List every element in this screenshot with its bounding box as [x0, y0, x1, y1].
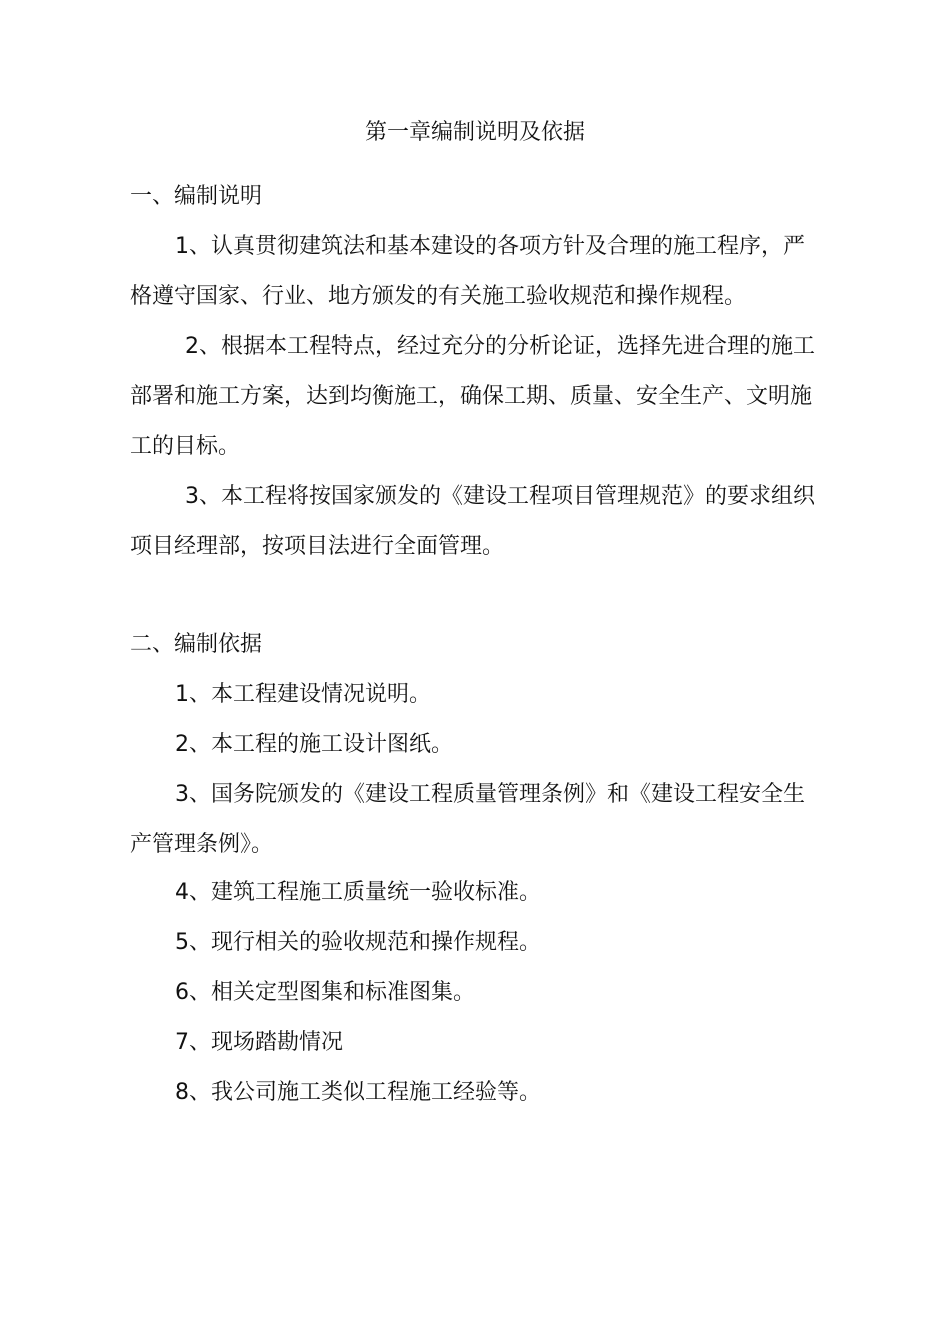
- basis-item-1: 1、本工程建设情况说明。: [175, 682, 431, 707]
- paragraph-line: 2、根据本工程特点，经过充分的分析论证，选择先进合理的施工: [185, 334, 815, 359]
- basis-item-3: 3、国务院颁发的《建设工程质量管理条例》和《建设工程安全生: [175, 782, 805, 807]
- basis-item-3-continued: 产管理条例》。: [130, 832, 274, 857]
- basis-item-5: 5、现行相关的验收规范和操作规程。: [175, 930, 541, 955]
- paragraph-2: [130, 322, 830, 472]
- paragraph-line: 3、本工程将按国家颁发的《建设工程项目管理规范》的要求组织: [185, 484, 815, 509]
- paragraph-line: 1、认真贯彻建筑法和基本建设的各项方针及合理的施工程序，严: [175, 234, 805, 259]
- basis-item-6: 6、相关定型图集和标准图集。: [175, 980, 475, 1005]
- basis-item-2: 2、本工程的施工设计图纸。: [175, 732, 453, 757]
- paragraph-3: [130, 472, 830, 572]
- paragraph-1: [130, 222, 830, 322]
- paragraph-line: 项目经理部，按项目法进行全面管理。: [130, 534, 505, 559]
- basis-item-7: 7、现场踏勘情况: [175, 1030, 343, 1055]
- paragraph-line: 工的目标。: [130, 434, 241, 459]
- section-heading-2: 二、编制依据: [130, 632, 263, 657]
- paragraph-line: 部署和施工方案，达到均衡施工，确保工期、质量、安全生产、文明施: [130, 384, 813, 409]
- page-title: 第一章编制说明及依据: [364, 120, 585, 145]
- paragraph-line: 格遵守国家、行业、地方颁发的有关施工验收规范和操作规程。: [130, 284, 747, 309]
- basis-item-8: 8、我公司施工类似工程施工经验等。: [175, 1080, 541, 1105]
- section-heading-1: 一、编制说明: [130, 184, 263, 209]
- basis-item-4: 4、建筑工程施工质量统一验收标准。: [175, 880, 541, 905]
